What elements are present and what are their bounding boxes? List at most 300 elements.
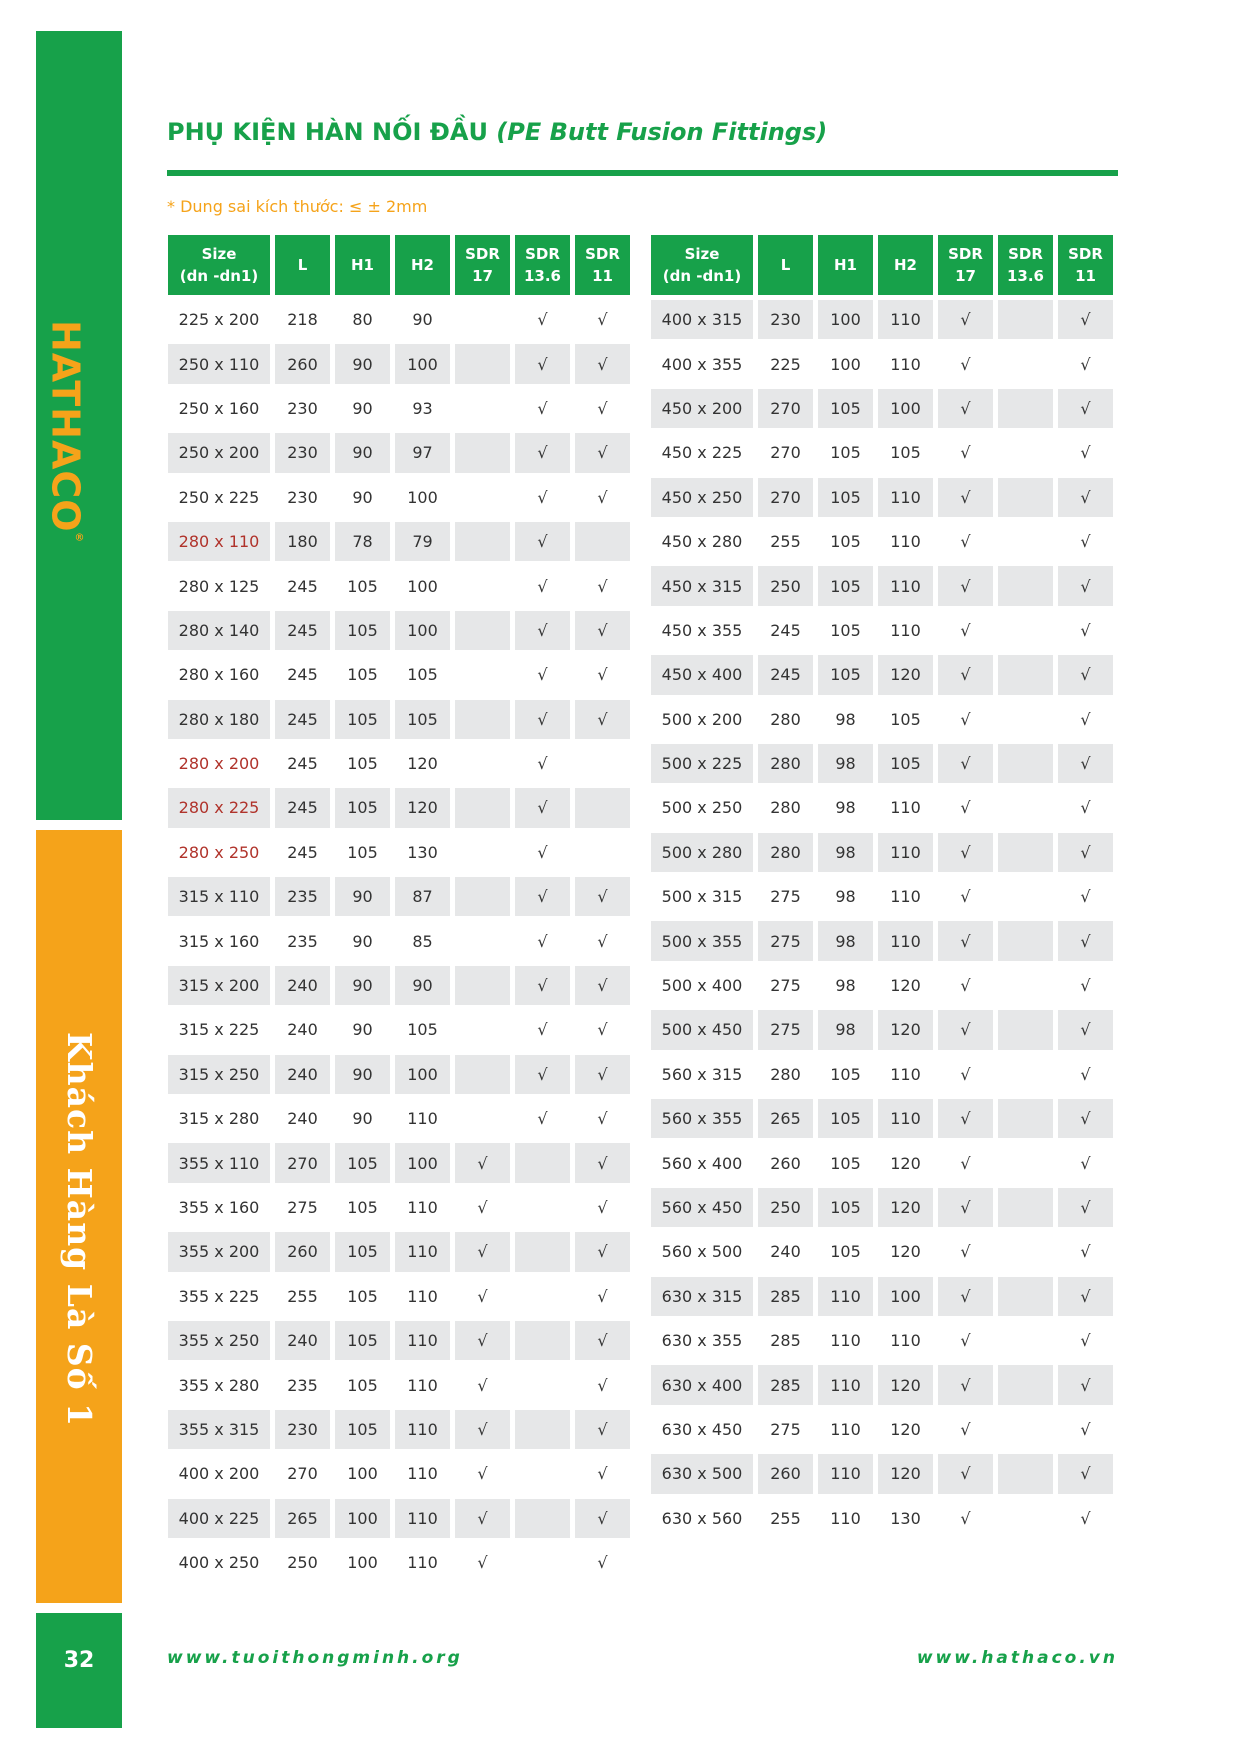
- size-cell: 500 x 355: [651, 921, 753, 960]
- h1-cell: 105: [830, 443, 861, 463]
- table-row: [168, 1410, 630, 1449]
- h1-cell: 105: [818, 389, 873, 428]
- footer-url-right[interactable]: www.hathaco.vn: [916, 1648, 1118, 1668]
- sdr136-cell: [998, 1454, 1053, 1493]
- sdr136-cell: √: [537, 931, 548, 951]
- table-row: [168, 1188, 630, 1227]
- sdr136-cell: [998, 655, 1053, 694]
- size-cell: 500 x 250: [661, 798, 743, 818]
- size-cell: 280 x 160: [178, 665, 260, 685]
- h1-cell: 105: [818, 478, 873, 517]
- sdr136-cell: [515, 1321, 570, 1360]
- size-cell: 250 x 200: [168, 433, 270, 472]
- sdr11-cell: √: [597, 310, 608, 330]
- sdr136-cell: √: [537, 398, 548, 418]
- h1-cell: 90: [335, 877, 390, 916]
- size-cell: 630 x 560: [661, 1508, 743, 1528]
- table-row: [651, 1010, 1113, 1049]
- h2-cell: 110: [890, 354, 921, 374]
- h2-cell: 100: [878, 389, 933, 428]
- sdr136-cell: √: [537, 665, 548, 685]
- table-row: [168, 1543, 630, 1582]
- h1-cell: 105: [347, 576, 378, 596]
- h1-cell: 90: [352, 398, 373, 418]
- h2-cell: 120: [890, 976, 921, 996]
- table-row: [168, 1010, 630, 1049]
- sdr17-cell: √: [960, 1242, 971, 1262]
- size-cell: 355 x 110: [168, 1143, 270, 1182]
- tolerance-note: * Dung sai kích thước: ≤ ± 2mm: [167, 197, 428, 216]
- size-cell: 400 x 315: [651, 300, 753, 339]
- sdr11-cell: √: [1080, 620, 1091, 640]
- sdr136-cell: √: [537, 310, 548, 330]
- sdr11-cell: √: [597, 1375, 608, 1395]
- table-row: [651, 966, 1113, 1005]
- h2-cell: 105: [890, 709, 921, 729]
- sdr17-cell: [455, 522, 510, 561]
- h2-cell: 120: [878, 1188, 933, 1227]
- table-row: [168, 566, 630, 605]
- sdr11-cell: √: [575, 611, 630, 650]
- h1-cell: 100: [830, 354, 861, 374]
- sdr11-cell: √: [1058, 921, 1113, 960]
- h1-cell: 105: [335, 611, 390, 650]
- sdr11-cell: √: [575, 1055, 630, 1094]
- sdr17-cell: √: [960, 1508, 971, 1528]
- size-cell: 560 x 500: [661, 1242, 743, 1262]
- sdr136-cell: [998, 966, 1053, 1005]
- sdr17-cell: √: [960, 1064, 971, 1084]
- l-cell: 270: [758, 478, 813, 517]
- sdr17-cell: [455, 389, 510, 428]
- sdr11-cell: √: [597, 487, 608, 507]
- size-cell: 355 x 200: [168, 1232, 270, 1271]
- table-row: [651, 877, 1113, 916]
- sdr136-cell: [998, 478, 1053, 517]
- sdr17-cell: √: [477, 1553, 488, 1573]
- h1-cell: 98: [835, 798, 856, 818]
- sdr136-cell: [998, 1099, 1053, 1138]
- sdr136-cell: [998, 1232, 1053, 1271]
- h1-cell: 90: [352, 1020, 373, 1040]
- h2-cell: 90: [395, 966, 450, 1005]
- h2-cell: 105: [878, 744, 933, 783]
- table-row: [651, 744, 1113, 783]
- size-cell: 355 x 225: [178, 1286, 260, 1306]
- h1-cell: 98: [835, 887, 856, 907]
- h1-cell: 110: [818, 1454, 873, 1493]
- table-row: [651, 921, 1113, 960]
- h2-cell: 110: [407, 1109, 438, 1129]
- l-cell: 245: [275, 611, 330, 650]
- sdr11-cell: √: [1058, 566, 1113, 605]
- h1-cell: 100: [818, 300, 873, 339]
- l-cell: 240: [287, 1109, 318, 1129]
- table-row: [651, 300, 1113, 339]
- h1-cell: 105: [347, 842, 378, 862]
- h2-cell: 110: [878, 921, 933, 960]
- sdr11-cell: √: [1080, 1153, 1091, 1173]
- sdr136-cell: √: [537, 842, 548, 862]
- sdr11-cell: √: [1080, 1331, 1091, 1351]
- size-cell: 400 x 355: [661, 354, 743, 374]
- l-cell: 260: [770, 1153, 801, 1173]
- sdr11-cell: √: [1058, 478, 1113, 517]
- sdr136-cell: √: [537, 576, 548, 596]
- l-cell: 230: [275, 433, 330, 472]
- table-header-row: [168, 235, 630, 295]
- l-cell: 285: [758, 1365, 813, 1404]
- sdr17-cell: √: [938, 300, 993, 339]
- sdr17-cell: √: [938, 566, 993, 605]
- l-cell: 225: [770, 354, 801, 374]
- table-row: [168, 433, 630, 472]
- sdr11-cell: √: [1080, 1419, 1091, 1439]
- h2-cell: 100: [395, 611, 450, 650]
- sdr17-cell: √: [455, 1321, 510, 1360]
- size-cell: 355 x 160: [178, 1198, 260, 1217]
- sdr17-cell: √: [455, 1143, 510, 1182]
- l-cell: 250: [758, 1188, 813, 1227]
- sdr136-cell: √: [537, 1109, 548, 1129]
- size-cell: 630 x 450: [661, 1419, 743, 1439]
- h1-cell: 90: [335, 966, 390, 1005]
- sdr17-cell: [455, 344, 510, 383]
- sdr136-cell: [515, 1143, 570, 1182]
- sdr136-cell: [998, 433, 1053, 472]
- sdr17-cell: [455, 433, 510, 472]
- size-cell: 280 x 225: [168, 788, 270, 827]
- h2-cell: 110: [890, 620, 921, 640]
- sdr11-cell: √: [1058, 1277, 1113, 1316]
- table-row: [651, 478, 1113, 517]
- sdr136-cell: [998, 788, 1053, 827]
- l-cell: 255: [770, 532, 801, 552]
- table-row: [168, 1499, 630, 1538]
- l-cell: 240: [287, 1020, 318, 1040]
- size-cell: 500 x 315: [661, 887, 743, 907]
- table-row: [651, 1499, 1113, 1538]
- size-cell: 355 x 250: [168, 1321, 270, 1360]
- h2-cell: 110: [395, 1232, 450, 1271]
- sdr136-cell: [998, 300, 1053, 339]
- slogan: Khách Hàng Là Số 1: [60, 1032, 99, 1428]
- h1-cell: 105: [347, 1286, 378, 1306]
- table-row: [651, 1365, 1113, 1404]
- sdr11-cell: √: [575, 700, 630, 739]
- size-cell: 500 x 400: [661, 976, 743, 996]
- sdr17-cell: √: [938, 833, 993, 872]
- header-sdr136: SDR 13.6: [998, 235, 1053, 295]
- size-cell: 450 x 315: [651, 566, 753, 605]
- sdr11-cell: √: [597, 1020, 608, 1040]
- table-row: [168, 1321, 630, 1360]
- table-row: [651, 433, 1113, 472]
- size-cell: 280 x 125: [178, 576, 260, 596]
- sdr136-cell: [998, 1010, 1053, 1049]
- sdr11-cell: √: [1080, 976, 1091, 996]
- sdr136-cell: √: [515, 877, 570, 916]
- sdr17-cell: √: [938, 921, 993, 960]
- l-cell: 240: [275, 1055, 330, 1094]
- h1-cell: 105: [347, 754, 378, 774]
- l-cell: 270: [758, 389, 813, 428]
- h2-cell: 105: [407, 1020, 438, 1040]
- table-header-row: [651, 235, 1113, 295]
- sdr11-cell: √: [597, 1286, 608, 1306]
- h1-cell: 110: [830, 1419, 861, 1439]
- h1-cell: 105: [830, 1064, 861, 1084]
- footer-url-left[interactable]: www.tuoithongminh.org: [167, 1648, 463, 1668]
- l-cell: 180: [275, 522, 330, 561]
- h1-cell: 100: [335, 1499, 390, 1538]
- table-row: [168, 1143, 630, 1182]
- sdr11-cell: √: [1080, 532, 1091, 552]
- h2-cell: 110: [407, 1553, 438, 1573]
- sdr136-cell: [998, 611, 1053, 650]
- header-l: L: [275, 235, 330, 295]
- h1-cell: 98: [835, 709, 856, 729]
- header-sdr17: SDR 17: [455, 235, 510, 295]
- size-cell: 560 x 355: [651, 1099, 753, 1138]
- h1-cell: 98: [818, 833, 873, 872]
- l-cell: 275: [770, 1419, 801, 1439]
- h1-cell: 110: [830, 1508, 861, 1528]
- h2-cell: 110: [395, 1321, 450, 1360]
- l-cell: 265: [275, 1499, 330, 1538]
- table-row: [651, 566, 1113, 605]
- l-cell: 255: [287, 1286, 318, 1306]
- h1-cell: 110: [830, 1331, 861, 1351]
- sdr11-cell: √: [1080, 709, 1091, 729]
- table-row: [651, 1188, 1113, 1227]
- h2-cell: 110: [878, 300, 933, 339]
- table-row: [651, 1277, 1113, 1316]
- sdr11-cell: √: [1080, 798, 1091, 818]
- sdr11-cell: √: [1080, 354, 1091, 374]
- size-cell: 280 x 200: [178, 754, 260, 774]
- h1-cell: 90: [335, 1055, 390, 1094]
- l-cell: 275: [770, 976, 801, 996]
- h1-cell: 105: [830, 1153, 861, 1173]
- h2-cell: 100: [407, 487, 438, 507]
- sdr136-cell: √: [515, 1055, 570, 1094]
- size-cell: 280 x 180: [168, 700, 270, 739]
- size-cell: 630 x 355: [661, 1331, 743, 1351]
- table-row: [168, 877, 630, 916]
- page-number: 32: [63, 1648, 95, 1673]
- size-cell: 315 x 200: [168, 966, 270, 1005]
- l-cell: 285: [770, 1331, 801, 1351]
- header-l: L: [758, 235, 813, 295]
- l-cell: 260: [275, 1232, 330, 1271]
- sdr11-cell: √: [597, 1553, 608, 1573]
- l-cell: 260: [275, 344, 330, 383]
- sdr17-cell: [455, 744, 510, 783]
- sdr136-cell: √: [537, 487, 548, 507]
- l-cell: 230: [287, 487, 318, 507]
- size-cell: 560 x 400: [661, 1153, 743, 1173]
- sdr136-cell: [998, 522, 1053, 561]
- size-cell: 315 x 280: [178, 1109, 260, 1129]
- sdr17-cell: √: [455, 1232, 510, 1271]
- size-cell: 500 x 450: [651, 1010, 753, 1049]
- h2-cell: 100: [878, 1277, 933, 1316]
- sdr136-cell: √: [537, 1020, 548, 1040]
- l-cell: 245: [287, 842, 318, 862]
- sdr17-cell: [455, 833, 510, 872]
- h1-cell: 105: [335, 1321, 390, 1360]
- l-cell: 280: [770, 1064, 801, 1084]
- sdr11-cell: √: [597, 576, 608, 596]
- sdr17-cell: [455, 877, 510, 916]
- size-cell: 560 x 450: [651, 1188, 753, 1227]
- sdr17-cell: [455, 700, 510, 739]
- sdr136-cell: [998, 1143, 1053, 1182]
- sdr11-cell: √: [1080, 1242, 1091, 1262]
- sdr17-cell: √: [960, 1153, 971, 1173]
- size-cell: 450 x 225: [661, 443, 743, 463]
- l-cell: 280: [758, 833, 813, 872]
- h2-cell: 110: [395, 1410, 450, 1449]
- l-cell: 260: [758, 1454, 813, 1493]
- sdr11-cell: √: [575, 966, 630, 1005]
- size-cell: 280 x 140: [168, 611, 270, 650]
- size-cell: 450 x 400: [651, 655, 753, 694]
- sdr17-cell: √: [960, 1331, 971, 1351]
- sdr11-cell: √: [597, 665, 608, 685]
- sdr136-cell: [998, 1188, 1053, 1227]
- size-cell: 560 x 315: [661, 1064, 743, 1084]
- sdr136-cell: [998, 877, 1053, 916]
- table-row: [651, 389, 1113, 428]
- sdr17-cell: √: [960, 976, 971, 996]
- sdr17-cell: √: [960, 798, 971, 818]
- l-cell: 245: [275, 788, 330, 827]
- h1-cell: 105: [830, 532, 861, 552]
- size-cell: 450 x 280: [661, 532, 743, 552]
- h2-cell: 105: [407, 665, 438, 685]
- l-cell: 270: [770, 443, 801, 463]
- sdr136-cell: √: [515, 344, 570, 383]
- sdr17-cell: √: [960, 620, 971, 640]
- l-cell: 245: [287, 665, 318, 685]
- h1-cell: 105: [347, 1375, 378, 1395]
- table-row: [651, 1321, 1113, 1360]
- sdr11-cell: √: [575, 1410, 630, 1449]
- header-h2: H2: [395, 235, 450, 295]
- l-cell: 245: [770, 620, 801, 640]
- sdr136-cell: [515, 1188, 570, 1227]
- table-row: [651, 1232, 1113, 1271]
- sdr11-cell: √: [575, 877, 630, 916]
- h2-cell: 93: [412, 398, 433, 418]
- h1-cell: 105: [347, 1198, 378, 1217]
- table-row: [168, 611, 630, 650]
- h2-cell: 110: [890, 1331, 921, 1351]
- table-row: [168, 1365, 630, 1404]
- h2-cell: 110: [878, 566, 933, 605]
- sdr17-cell: √: [938, 1454, 993, 1493]
- size-cell: 630 x 500: [651, 1454, 753, 1493]
- sdr17-cell: √: [938, 389, 993, 428]
- sdr11-cell: √: [1080, 1064, 1091, 1084]
- header-h1: H1: [335, 235, 390, 295]
- l-cell: 230: [287, 398, 318, 418]
- sdr17-cell: [455, 966, 510, 1005]
- h2-cell: 110: [890, 798, 921, 818]
- sdr11-cell: √: [1058, 1454, 1113, 1493]
- size-cell: 355 x 280: [178, 1375, 260, 1395]
- table-row: [651, 1055, 1113, 1094]
- h2-cell: 105: [395, 700, 450, 739]
- sdr136-cell: √: [515, 611, 570, 650]
- h2-cell: 87: [395, 877, 450, 916]
- h2-cell: 110: [890, 887, 921, 907]
- l-cell: 230: [758, 300, 813, 339]
- header-sdr11: SDR 11: [575, 235, 630, 295]
- h2-cell: 100: [407, 576, 438, 596]
- header-sdr136: SDR 13.6: [515, 235, 570, 295]
- h1-cell: 100: [347, 1464, 378, 1484]
- h1-cell: 105: [335, 1143, 390, 1182]
- sdr17-cell: √: [477, 1198, 488, 1217]
- sdr136-cell: [515, 1365, 570, 1404]
- sdr17-cell: √: [938, 1277, 993, 1316]
- h1-cell: 105: [335, 1410, 390, 1449]
- l-cell: 240: [770, 1242, 801, 1262]
- size-cell: 450 x 355: [661, 620, 743, 640]
- h2-cell: 130: [407, 842, 438, 862]
- sdr11-cell: √: [575, 1321, 630, 1360]
- sdr136-cell: [998, 1321, 1053, 1360]
- size-cell: 315 x 250: [168, 1055, 270, 1094]
- h2-cell: 110: [407, 1286, 438, 1306]
- sdr136-cell: [998, 1055, 1053, 1094]
- sdr17-cell: [455, 566, 510, 605]
- title-divider: [167, 170, 1118, 176]
- l-cell: 265: [758, 1099, 813, 1138]
- table-row: [651, 788, 1113, 827]
- h1-cell: 105: [335, 788, 390, 827]
- size-cell: 250 x 160: [178, 398, 260, 418]
- sdr136-cell: [998, 744, 1053, 783]
- sdr17-cell: √: [477, 1375, 488, 1395]
- h1-cell: 98: [835, 976, 856, 996]
- sdr17-cell: [455, 1010, 510, 1049]
- l-cell: 245: [287, 576, 318, 596]
- size-cell: 315 x 110: [168, 877, 270, 916]
- h2-cell: 120: [395, 788, 450, 827]
- sdr11-cell: [575, 744, 630, 783]
- sdr17-cell: √: [938, 1010, 993, 1049]
- sdr17-cell: √: [960, 443, 971, 463]
- l-cell: 250: [287, 1553, 318, 1573]
- sdr136-cell: [998, 1410, 1053, 1449]
- l-cell: 275: [758, 1010, 813, 1049]
- sdr11-cell: √: [597, 1464, 608, 1484]
- sdr136-cell: [515, 1454, 570, 1493]
- h2-cell: 110: [878, 1099, 933, 1138]
- table-row: [168, 1454, 630, 1493]
- sdr136-cell: [998, 1365, 1053, 1404]
- sdr11-cell: √: [1080, 887, 1091, 907]
- size-cell: 400 x 250: [178, 1553, 260, 1573]
- sdr17-cell: √: [960, 532, 971, 552]
- l-cell: 270: [287, 1464, 318, 1484]
- h1-cell: 98: [818, 744, 873, 783]
- table-row: [168, 921, 630, 960]
